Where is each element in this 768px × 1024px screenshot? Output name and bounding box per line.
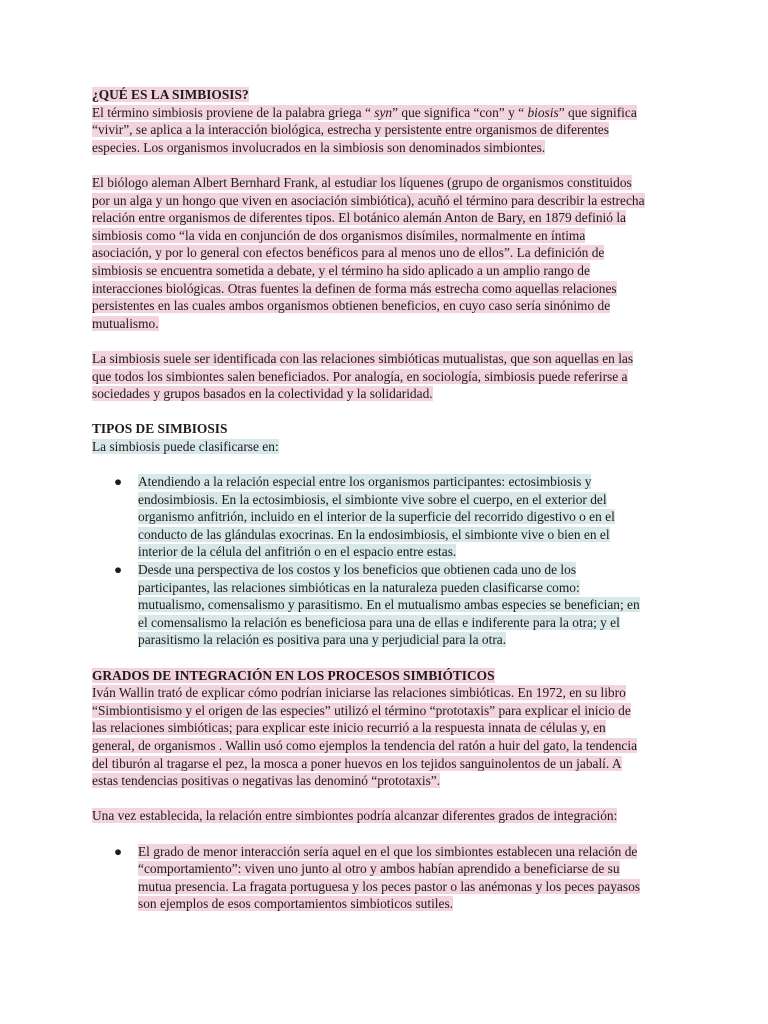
greek-word-syn: syn [374, 104, 393, 120]
list-item-text: Atendiendo a la relación especial entre los organismos participantes: ectosimbiosis y endosimbiosis. En la ectosimbiosis, el simbionte vive sobre el cuerpo, en el exterior del organismo anfitrión, incluido en el interior de la superficie del recorrido digestivo o en el conducto de las glándulas exocrinas. En la endosimbiosis, el simbionte vive o bien en el interior de la célula del anfitrión o en el espacio entre estas. [138, 474, 615, 560]
heading-text: TIPOS DE SIMBIOSIS [92, 421, 228, 437]
heading-text: GRADOS DE INTEGRACIÓN EN LOS PROCESOS SIMBIÓTICOS [92, 667, 495, 683]
spacer [92, 332, 648, 350]
paragraph-wallin [92, 684, 648, 790]
paragraph-types-intro [92, 438, 648, 456]
text-run: El término simbiosis proviene de la palabra griega “ [92, 104, 375, 120]
types-list [92, 473, 648, 649]
paragraph-integration-degrees [92, 807, 648, 825]
text-run: ” que significa “vivir”, se aplica a la interacción biológica, estrecha y persistente entre organismos de diferentes especies. Los organismos involucrados en la simbiosis son denominados simbiontes. [92, 104, 637, 155]
paragraph-definition [92, 104, 648, 157]
spacer [92, 790, 648, 808]
spacer [92, 825, 648, 843]
spacer [92, 156, 648, 174]
list-item-text: El grado de menor interacción sería aquel en el que los simbiontes establecen una relación de “comportamiento”: viven uno junto al otro y ambos habían aprendido a beneficiarse de su mutua presencia. La fragata portuguesa y los peces pastor o las anémonas y los peces payasos son ejemplos de esos comportamientos simbioticos sutiles. [138, 843, 640, 912]
spacer [92, 649, 648, 667]
paragraph-text: Iván Wallin trató de explicar cómo podrían iniciarse las relaciones simbióticas. En 1972, en su libro “Simbiontisismo y el origen de las especies” utilizó el término “prototaxis” para explicar el inicio de las relaciones simbióticas; para explicar este inicio recurrió a la respuesta innata de células y, en general, de organismos . Wallin usó como ejemplos la tendencia del ratón a huir del gato, la tendencia del tiburón al tragarse el pez, la mosca a poner huevos en los tejidos sanguinolentos de un jabalí. A estas tendencias positivas o negativas las denominó “prototaxis”. [92, 685, 638, 789]
list-item [114, 473, 648, 561]
spacer [92, 403, 648, 421]
list-item [114, 561, 648, 649]
greek-word-biosis: biosis [527, 104, 559, 120]
spacer [92, 455, 648, 473]
section-heading-integration [92, 667, 648, 685]
section-heading-what-is-symbiosis [92, 86, 648, 104]
bullet-icon: ● [114, 474, 123, 490]
bullet-icon: ● [114, 562, 123, 578]
integration-list [92, 843, 648, 913]
paragraph-mutualism [92, 350, 648, 403]
paragraph-text: La simbiosis puede clasificarse en: [92, 438, 279, 454]
paragraph-text: La simbiosis suele ser identificada con las relaciones simbióticas mutualistas, que son aquellas en las que todos los simbiontes salen beneficiados. Por analogía, en sociología, simbiosis puede referirse a sociedades y grupos basados en la colectividad y la solidaridad. [92, 350, 634, 402]
bullet-icon: ● [114, 843, 123, 859]
list-item-text: Desde una perspectiva de los costos y los beneficios que obtienen cada uno de los participantes, las relaciones simbióticas en la naturaleza pueden clasificarse como: mutualismo, comensalismo y parasitismo. En el mutualismo ambas especies se benefician; en el comensalismo la relación es beneficiosa para una de ellas e indiferente para la otra; y el parasitismo la relación es positiva para una y perjudicial para la otra. [138, 562, 640, 648]
text-run: ” que significa “con” y “ [392, 104, 528, 120]
paragraph-text: Una vez establecida, la relación entre simbiontes podría alcanzar diferentes grados de integración: [92, 808, 618, 824]
paragraph-history [92, 174, 648, 332]
section-heading-types [92, 420, 648, 438]
heading-text: ¿QUÉ ES LA SIMBIOSIS? [92, 87, 249, 102]
list-item [114, 843, 648, 913]
paragraph-text: El biólogo aleman Albert Bernhard Frank, al estudiar los líquenes (grupo de organismos constituidos por un alga y un hongo que viven en asociación simbiótica), acuñó el término para describir la estrecha relación entre organismos de diferentes tipos. El botánico alemán Anton de Bary, en 1879 definió la simbiosis como “la vida en conjunción de dos organismos disímiles, normalmente en íntima asociación, y por lo general con efectos benéficos para al menos uno de ellos”. La definición de simbiosis se encuentra sometida a debate, y el término ha sido aplicado a un amplio rango de interacciones biológicas. Otras fuentes la definen de forma más estrecha como aquellas relaciones persistentes en las cuales ambos organismos obtienen beneficios, en cuyo caso sería sinónimo de mutualismo. [92, 174, 645, 331]
